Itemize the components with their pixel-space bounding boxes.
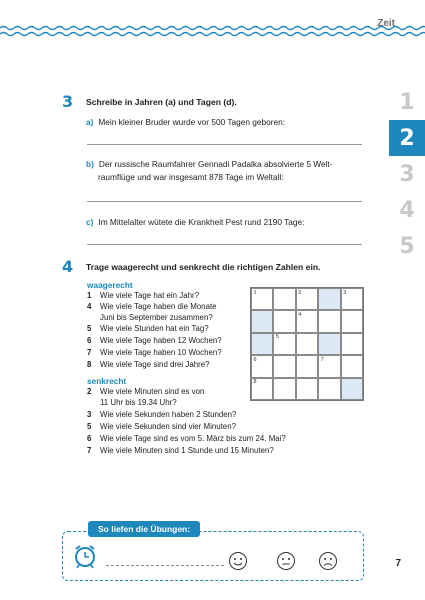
grid-cell-number: 2 [298,289,302,296]
answer-line-c[interactable] [87,244,362,245]
grid-cell-number: 5 [275,334,279,341]
across-clue-8: 8 Wie viele Tage sind drei Jahre? [87,360,210,369]
grid-cell[interactable] [251,288,273,310]
grid-cell[interactable] [273,378,295,400]
grid-cell[interactable] [251,378,273,400]
across-clue-1: 1 Wie viele Tage hat ein Jahr? [87,291,199,300]
down-clue-3: 3 Wie viele Sekunden haben 2 Stunden? [87,410,237,419]
grid-cell[interactable] [341,288,363,310]
grid-cell-number: 6 [253,356,257,363]
task-3-instruction: Schreibe in Jahren (a) und Tagen (d). [86,97,237,107]
tab-1: 1 [399,89,415,115]
page-number: 7 [395,558,401,569]
task-3-number: 3 [62,92,74,111]
time-answer-line[interactable] [106,565,224,566]
grid-cell[interactable] [251,355,273,377]
down-clue-6: 6 Wie viele Tage sind es vom 5. März bis zum 24. Mai? [87,434,286,443]
grid-cell-number: 4 [298,311,302,318]
down-heading: senkrecht [87,376,127,386]
task-3c [86,216,304,229]
alarm-clock-icon [72,543,98,569]
chapter-tabs [389,84,425,264]
self-check-label: So liefen die Übungen: [88,521,200,537]
grid-cell-blocked [341,378,363,400]
neutral-face-icon[interactable] [276,551,296,571]
grid-cell[interactable] [273,288,295,310]
grid-cell-number: 1 [253,289,257,296]
down-clue-2: 2 Wie viele Minuten sind es von 11 Uhr bis 19.34 Uhr? [87,387,205,407]
task-3a [86,116,285,129]
item-letter-a: a) [86,117,94,127]
grid-cell[interactable] [273,310,295,332]
grid-cell[interactable] [273,333,295,355]
task-4-instruction: Trage waagerecht und senkrecht die richtigen Zahlen ein. [86,262,321,272]
item-letter-b: b) [86,159,94,169]
item-text-c: Im Mittelalter wütete die Krankheit Pest rund 2190 Tage: [98,217,305,227]
grid-cell-blocked [251,310,273,332]
across-clue-4: 4 Wie viele Tage haben die Monate Juni bis September zusammen? [87,302,217,322]
grid-cell[interactable] [318,355,340,377]
grid-cell[interactable] [318,378,340,400]
grid-cell[interactable] [341,355,363,377]
grid-cell-blocked [318,288,340,310]
grid-cell[interactable] [296,288,318,310]
tab-2-active: 2 [389,120,425,156]
grid-cell[interactable] [296,355,318,377]
task-4-number: 4 [62,257,74,276]
grid-cell[interactable] [296,378,318,400]
item-text-b2: raumflüge und war insgesamt 878 Tage im Weltall: [98,171,284,182]
sad-face-icon[interactable] [318,551,338,571]
down-clue-5: 5 Wie viele Sekunden sind vier Minuten? [87,422,236,431]
grid-cell[interactable] [341,310,363,332]
grid-cell[interactable] [318,310,340,332]
chapter-title: Zeit [377,18,395,29]
across-heading: waagerecht [87,280,133,290]
number-crossword-grid [250,287,364,401]
answer-line-b[interactable] [87,201,362,202]
grid-cell-blocked [318,333,340,355]
grid-cell-number: 3 [343,289,347,296]
item-text-a: Mein kleiner Bruder wurde vor 500 Tagen geboren: [98,117,286,127]
grid-cell-number: 7 [320,356,324,363]
grid-cell[interactable] [296,333,318,355]
across-clue-7: 7 Wie viele Tage haben 10 Wochen? [87,348,222,357]
grid-cell[interactable] [296,310,318,332]
grid-cell[interactable] [341,333,363,355]
grid-cell[interactable] [273,355,295,377]
across-clue-6: 6 Wie viele Tage haben 12 Wochen? [87,336,222,345]
task-3b [86,158,333,183]
self-check-box [62,521,364,581]
grid-cell-blocked [251,333,273,355]
item-letter-c: c) [86,217,94,227]
wavy-header-line [0,20,425,44]
answer-line-a[interactable] [87,144,362,145]
across-clue-5: 5 Wie viele Stunden hat ein Tag? [87,324,209,333]
item-text-b1: Der russische Raumfahrer Gennadi Padalka absolvierte 5 Welt- [98,159,333,169]
happy-face-icon[interactable] [228,551,248,571]
tab-5: 5 [399,233,415,259]
tab-4: 4 [399,197,415,223]
tab-3: 3 [399,161,415,187]
down-clue-7: 7 Wie viele Minuten sind 1 Stunde und 15 Minuten? [87,446,274,455]
grid-cell-number: 8 [253,379,257,386]
